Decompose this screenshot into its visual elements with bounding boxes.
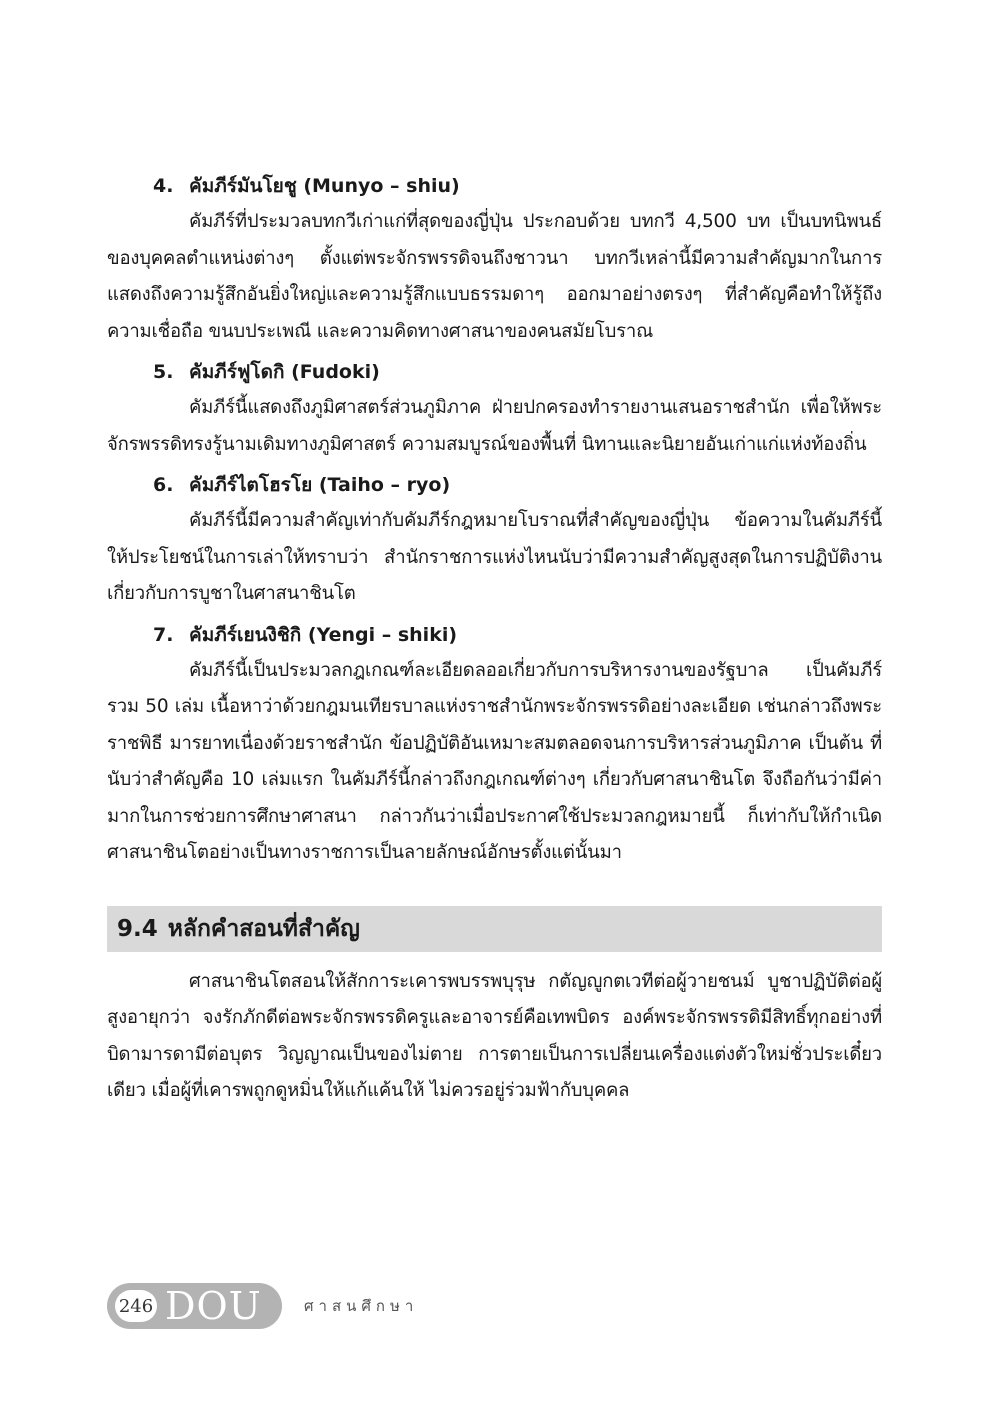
page-footer — [107, 1283, 418, 1329]
item-number: 5. — [153, 361, 174, 383]
item-title: คัมภีร์ฟูโดกิ — [189, 361, 285, 383]
section-number: 9.4 — [117, 915, 158, 942]
item-english-name: (Yengi – shiki) — [307, 623, 458, 646]
scripture-item-5 — [107, 354, 882, 463]
item-english-name: (Fudoki) — [291, 361, 380, 383]
dou-logo: DOU — [165, 1284, 262, 1328]
section-heading-bar — [107, 906, 882, 952]
item-title: คัมภีร์เยนงิชิกิ — [189, 623, 302, 646]
item-body: คัมภีร์นี้เป็นประมวลกฎเกณฑ์ละเอียดลออเกี่ยวกับการบริหารงานของรัฐบาล เป็นคัมภีร์รวม 50 เล่ม เนื้อหาว่าด้วยกฎมนเทียรบาลแห่งราชสำนักพระจักรพรรดิอย่างละเอียด เช่นกล่าวถึงพระราชพิธี มารยาทเนื่องด้วยราชสำนัก ข้อปฏิบัติอันเหมาะสมตลอดจนการบริหารส่วนภูมิภาค เป็นต้น ที่นับว่าสำคัญคือ 10 เล่มแรก ในคัมภีร์นี้กล่าวถึงกฎเกณฑ์ต่างๆ เกี่ยวกับศาสนาชินโต จึงถือกันว่ามีค่ามากในการช่วยการศึกษาศาสนา กล่าวกันว่าเมื่อประกาศใช้ประมวลกฎหมายนี้ ก็เท่ากับให้กำเนิดศาสนาชินโตอย่างเป็นทางราชการเป็นลายลักษณ์อักษรตั้งแต่นั้นมา — [107, 659, 882, 863]
item-heading — [107, 168, 882, 204]
item-english-name: (Munyo – shiu) — [303, 175, 460, 197]
item-title: คัมภีร์ไตโฮรโย — [189, 474, 313, 496]
course-name: ศาสนศึกษา — [304, 1297, 419, 1315]
item-heading — [107, 467, 882, 503]
item-number: 7. — [153, 623, 174, 646]
item-body: คัมภีร์นี้มีความสำคัญเท่ากับคัมภีร์กฎหมายโบราณที่สำคัญของญี่ปุ่น ข้อความในคัมภีร์นี้ให้ประโยชน์ในการเล่าให้ทราบว่า สำนักราชการแห่งไหนนับว่ามีความสำคัญสูงสุดในการปฏิบัติงานเกี่ยวกับการบูชาในศาสนาชินโต — [107, 510, 882, 604]
item-body: คัมภีร์นี้แสดงถึงภูมิศาสตร์ส่วนภูมิภาค ฝ่ายปกครองทำรายงานเสนอราชสำนัก เพื่อให้พระจักรพรรดิทรงรู้นามเดิมทางภูมิศาสตร์ ความสมบูรณ์ของพื้นที่ นิทานและนิยายอันเก่าแก่แห่งท้องถิ่น — [107, 397, 882, 455]
page-content — [107, 168, 882, 1114]
section-body: ศาสนาชินโตสอนให้สักการะเคารพบรรพบุรุษ กตัญญูกตเวทีต่อผู้วายชนม์ บูชาปฏิบัติต่อผู้สูงอายุกว่า จงรักภักดีต่อพระจักรพรรดิครูและอาจารย์คือเทพบิดร องค์พระจักรพรรดิมีสิทธิ์ทุกอย่างที่บิดามารดามีต่อบุตร วิญญาณเป็นของไม่ตาย การตายเป็นการเปลี่ยนเครื่องแต่งตัวใหม่ชั่วประเดี๋ยวเดียว เมื่อผู้ที่เคารพถูกดูหมิ่นให้แก้แค้นให้ ไม่ควรอยู่ร่วมฟ้ากับบุคคล — [107, 970, 882, 1101]
item-number: 6. — [153, 474, 174, 496]
scripture-item-7 — [107, 617, 882, 872]
scripture-item-6 — [107, 467, 882, 613]
footer-badge — [107, 1283, 282, 1329]
item-heading — [107, 617, 882, 653]
item-english-name: (Taiho – ryo) — [318, 474, 451, 496]
scripture-item-4 — [107, 168, 882, 350]
item-title: คัมภีร์มันโยชู — [189, 175, 297, 197]
section-title: หลักคำสอนที่สำคัญ — [167, 915, 360, 942]
item-body: คัมภีร์ที่ประมวลบทกวีเก่าแก่ที่สุดของญี่ปุ่น ประกอบด้วย บทกวี 4,500 บท เป็นบทนิพนธ์ของบุคคลตำแหน่งต่างๆ ตั้งแต่พระจักรพรรดิจนถึงชาวนา บทกวีเหล่านี้มีความสำคัญมากในการแสดงถึงความรู้สึกอันยิ่งใหญ่และความรู้สึกแบบธรรมดาๆ ออกมาอย่างตรงๆ ที่สำคัญคือทำให้รู้ถึงความเชื่อถือ ขนบประเพณี และความคิดทางศาสนาของคนสมัยโบราณ — [107, 211, 882, 342]
page-number: 246 — [115, 1290, 157, 1322]
item-number: 4. — [153, 175, 174, 197]
item-heading — [107, 354, 882, 390]
